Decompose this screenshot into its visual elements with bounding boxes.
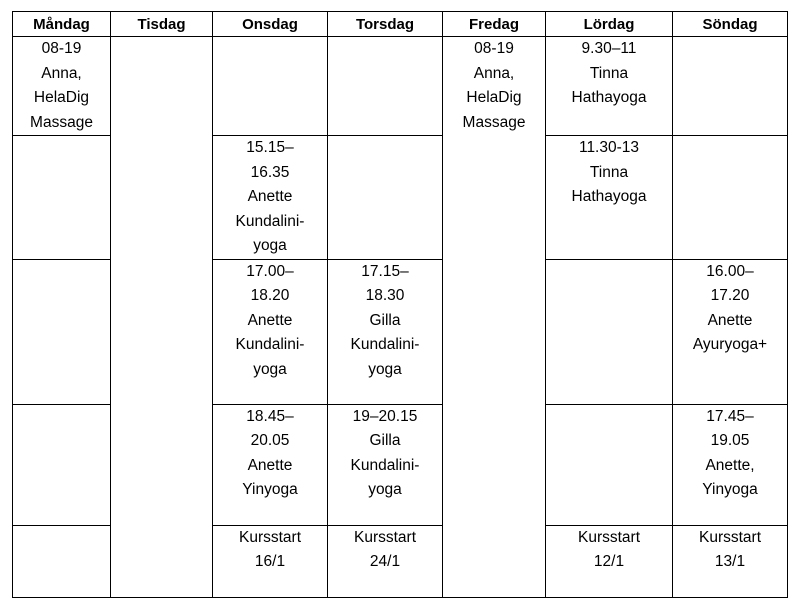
cell-text-line: Anna, — [473, 64, 515, 82]
header-wednesday: Onsdag — [213, 12, 328, 37]
cell-saturday-5 — [546, 525, 673, 597]
cell-text-line: Yinyoga — [702, 481, 758, 498]
cell-text-line: 18.20 — [250, 287, 290, 304]
cell-wednesday-2 — [213, 136, 328, 260]
cell-wednesday-4 — [213, 404, 328, 525]
cell-text-line: yoga — [253, 360, 287, 378]
cell-text-line: Anette — [247, 456, 293, 474]
cell-thursday-4 — [328, 404, 443, 525]
cell-monday-2 — [13, 136, 111, 260]
header-thursday: Torsdag — [328, 12, 443, 37]
cell-saturday-1 — [546, 37, 673, 136]
cell-text-line: Ayuryoga+ — [692, 336, 768, 353]
cell-text-line: 16.35 — [250, 163, 290, 181]
cell-text-line: Gilla — [369, 311, 401, 329]
cell-text-line: 15.15– — [246, 139, 294, 156]
cell-text-line: 17.20 — [710, 287, 750, 304]
header-saturday: Lördag — [546, 12, 673, 37]
cell-saturday-3 — [546, 259, 673, 404]
cell-text-line: Kursstart — [577, 528, 640, 546]
cell-text-line: 16.00– — [706, 262, 754, 280]
cell-thursday-3 — [328, 259, 443, 404]
cell-text-line: Tinna — [589, 163, 629, 181]
cell-text-line: Tinna — [589, 64, 629, 82]
cell-monday-4 — [13, 404, 111, 525]
cell-saturday-4 — [546, 404, 673, 525]
schedule-row-1 — [13, 37, 788, 136]
cell-thursday-2 — [328, 136, 443, 260]
cell-text-line: Kursstart — [698, 528, 761, 546]
cell-text-line: Kundalini- — [350, 456, 420, 474]
cell-text-line: 19–20.15 — [352, 407, 418, 425]
cell-tuesday-empty — [111, 37, 213, 598]
cell-text-line: Gilla — [369, 432, 401, 449]
cell-text-line: Kursstart — [353, 528, 416, 546]
cell-sunday-5 — [673, 525, 788, 597]
cell-text-line: Massage — [30, 113, 93, 131]
cell-thursday-5 — [328, 525, 443, 597]
cell-text-line: 08-19 — [474, 40, 514, 57]
cell-monday-1 — [13, 37, 111, 136]
cell-text-line: 08-19 — [41, 40, 82, 57]
cell-text-line: 9.30–11 — [581, 40, 637, 57]
header-sunday: Söndag — [673, 12, 788, 37]
cell-monday-3 — [13, 259, 111, 404]
header-row — [13, 12, 788, 37]
cell-text-line: 18.30 — [365, 287, 405, 304]
cell-saturday-2 — [546, 136, 673, 260]
cell-text-line: yoga — [368, 481, 402, 498]
header-friday: Fredag — [443, 12, 546, 37]
header-monday: Måndag — [13, 12, 111, 37]
cell-text-line: 17.00– — [246, 262, 294, 280]
cell-sunday-2 — [673, 136, 788, 260]
cell-text-line: yoga — [253, 237, 287, 254]
cell-text-line: 17.15– — [361, 262, 409, 280]
cell-thursday-1 — [328, 37, 443, 136]
cell-sunday-4 — [673, 404, 788, 525]
cell-text-line: Massage — [462, 113, 526, 131]
cell-text-line: Kundalini- — [235, 212, 305, 230]
cell-text-line: 17.45– — [706, 407, 754, 425]
cell-text-line: Anette — [247, 311, 293, 329]
cell-text-line: 18.45– — [246, 407, 294, 425]
cell-sunday-1 — [673, 37, 788, 136]
cell-text-line: Kundalini- — [235, 336, 305, 353]
cell-text-line: yoga — [368, 360, 402, 378]
cell-text-line: 19.05 — [710, 432, 750, 449]
cell-wednesday-5 — [213, 525, 328, 597]
cell-text-line: 11.30-13 — [578, 139, 640, 156]
header-tuesday: Tisdag — [111, 12, 213, 37]
cell-text-line: Anette, — [705, 456, 755, 474]
weekly-schedule-table — [12, 11, 788, 598]
cell-wednesday-1 — [213, 37, 328, 136]
cell-text-line: HelaDig — [33, 89, 90, 106]
cell-friday-1 — [443, 37, 546, 598]
cell-text-line: Anna, — [41, 64, 82, 82]
cell-text-line: Anette — [247, 188, 293, 205]
cell-text-line: Anette — [707, 311, 753, 329]
cell-text-line: Hathayoga — [571, 89, 647, 106]
cell-text-line: 20.05 — [250, 432, 290, 449]
cell-wednesday-3 — [213, 259, 328, 404]
cell-text-line: Kursstart — [238, 528, 301, 546]
cell-text-line: 13/1 — [714, 553, 746, 570]
cell-text-line: 16/1 — [254, 553, 286, 570]
cell-monday-5 — [13, 525, 111, 597]
cell-text-line: 12/1 — [593, 553, 625, 570]
cell-sunday-3 — [673, 259, 788, 404]
cell-text-line: 24/1 — [369, 553, 401, 570]
cell-text-line: Hathayoga — [571, 188, 647, 205]
cell-text-line: Yinyoga — [242, 481, 298, 498]
cell-text-line: Kundalini- — [350, 336, 420, 353]
cell-text-line: HelaDig — [466, 89, 522, 106]
